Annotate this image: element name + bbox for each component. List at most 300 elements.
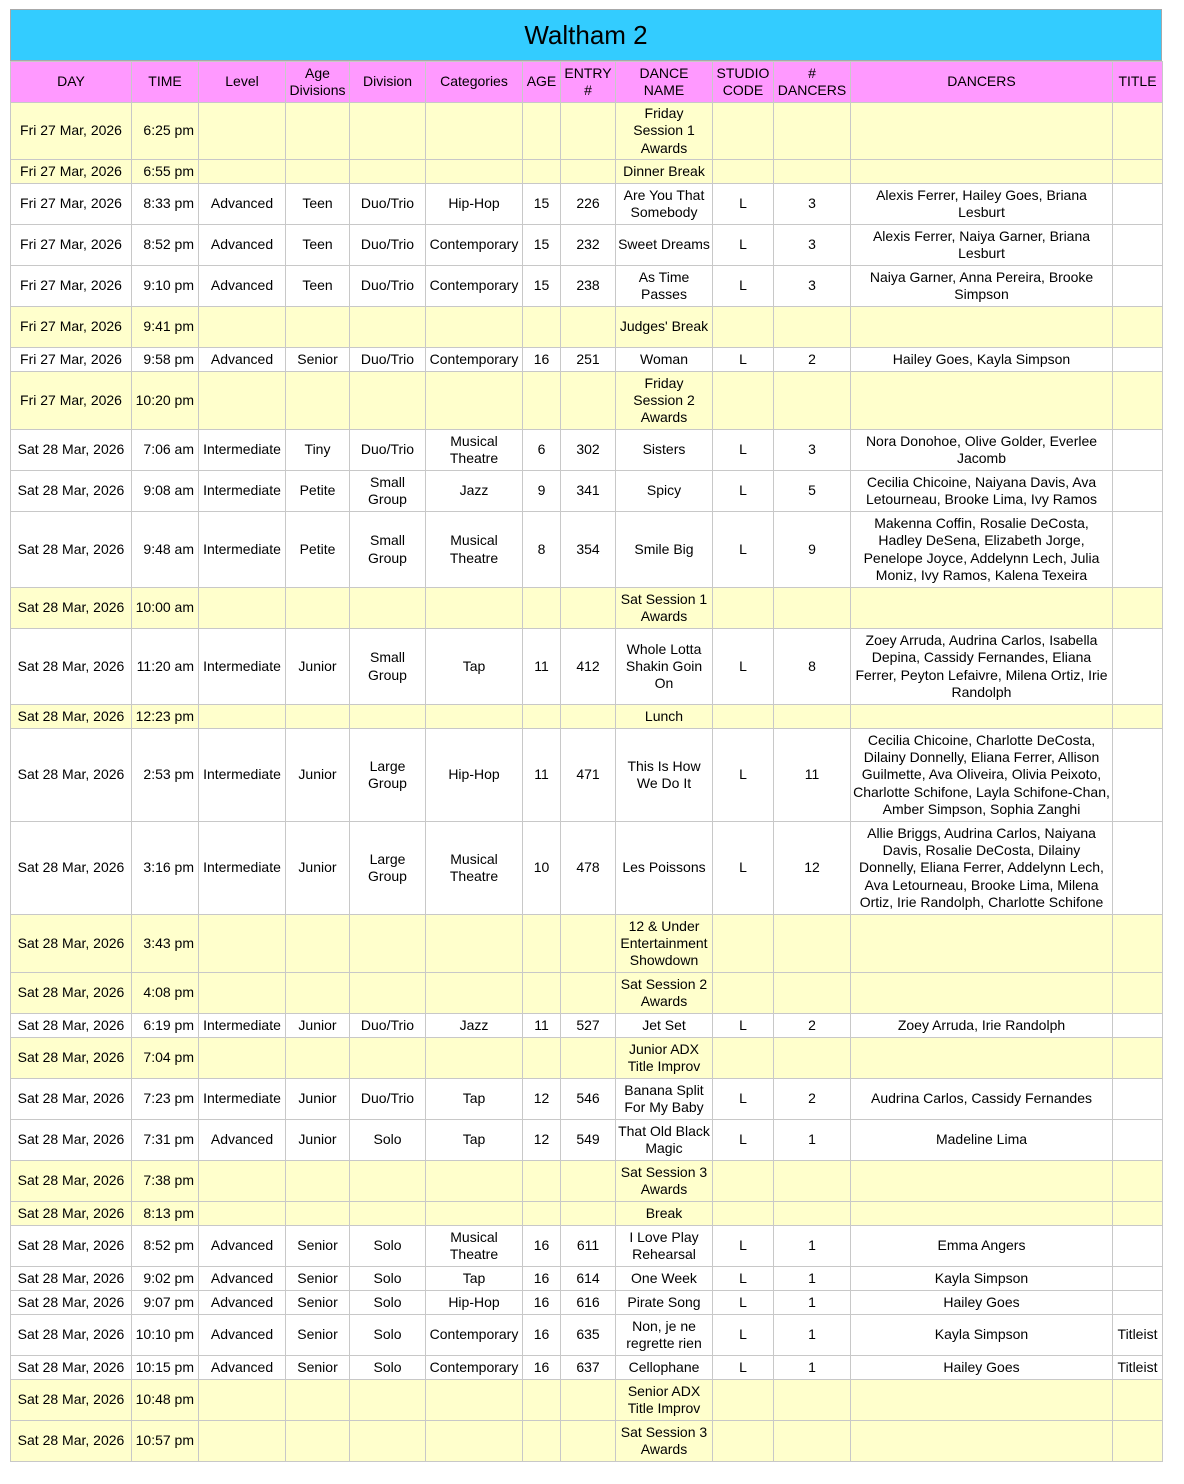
title-cell [1113,225,1163,266]
category-cell: Hip-Hop [426,729,523,822]
dancers-cell: Emma Angers [851,1226,1113,1267]
studio-code-cell: L [713,1291,774,1315]
age-division-cell: Senior [286,1267,350,1291]
day-cell: Sat 28 Mar, 2026 [11,822,132,915]
age-division-cell: Junior [286,729,350,822]
dancer-count-cell [774,160,851,184]
time-cell: 2:53 pm [132,729,199,822]
entry-number-cell [561,307,616,348]
entry-number-cell: 611 [561,1226,616,1267]
day-cell: Fri 27 Mar, 2026 [11,372,132,430]
time-cell: 3:43 pm [132,915,199,973]
level-cell: Advanced [199,1120,286,1161]
title-cell [1113,973,1163,1014]
column-header: Categories [426,62,523,103]
age-division-cell: Teen [286,225,350,266]
dancers-cell: Allie Briggs, Audrina Carlos, Naiyana Davis, Rosalie DeCosta, Dilainy Donnelly, Eliana Ferrer, Addelynn Lech, Ava Letourneau, Brooke Lima, Milena Ortiz, Irie Randolph, Charlotte Schifone [851,822,1113,915]
age-division-cell: Tiny [286,430,350,471]
day-cell: Sat 28 Mar, 2026 [11,512,132,588]
division-cell: Small Group [350,512,426,588]
schedule-entry-row [11,430,1163,471]
category-cell [426,307,523,348]
time-cell: 9:07 pm [132,1291,199,1315]
time-cell: 10:20 pm [132,372,199,430]
dancer-count-cell: 1 [774,1226,851,1267]
level-cell: Advanced [199,225,286,266]
age-division-cell [286,705,350,729]
entry-number-cell: 527 [561,1014,616,1038]
studio-code-cell [713,1161,774,1202]
day-cell: Sat 28 Mar, 2026 [11,1291,132,1315]
category-cell: Contemporary [426,348,523,372]
dancer-count-cell [774,372,851,430]
column-header: # DANCERS [774,62,851,103]
studio-code-cell [713,1380,774,1421]
level-cell: Intermediate [199,1014,286,1038]
studio-code-cell [713,1421,774,1462]
schedule-body [11,103,1163,1462]
dancer-count-cell [774,1202,851,1226]
age-division-cell [286,973,350,1014]
entry-number-cell: 232 [561,225,616,266]
entry-number-cell: 341 [561,471,616,512]
schedule-entry-row [11,1291,1163,1315]
title-cell [1113,103,1163,160]
age-division-cell [286,1421,350,1462]
time-cell: 8:52 pm [132,1226,199,1267]
dancer-count-cell: 12 [774,822,851,915]
day-cell: Sat 28 Mar, 2026 [11,1014,132,1038]
time-cell: 8:52 pm [132,225,199,266]
division-cell [350,372,426,430]
schedule-entry-row [11,1315,1163,1356]
age-cell: 6 [523,430,561,471]
level-cell: Advanced [199,1356,286,1380]
day-cell: Sat 28 Mar, 2026 [11,973,132,1014]
category-cell [426,588,523,629]
time-cell: 9:48 am [132,512,199,588]
studio-code-cell: L [713,512,774,588]
column-header: DANCE NAME [616,62,713,103]
schedule-break-row [11,307,1163,348]
entry-number-cell: 546 [561,1079,616,1120]
day-cell: Sat 28 Mar, 2026 [11,1079,132,1120]
studio-code-cell [713,307,774,348]
studio-code-cell: L [713,1315,774,1356]
day-cell: Fri 27 Mar, 2026 [11,307,132,348]
schedule-entry-row [11,1014,1163,1038]
category-cell: Tap [426,1267,523,1291]
dance-name-cell: Junior ADX Title Improv [616,1038,713,1079]
title-cell [1113,1267,1163,1291]
schedule-table [10,61,1163,1462]
dance-name-cell: Sat Session 3 Awards [616,1161,713,1202]
entry-number-cell: 412 [561,629,616,705]
age-cell: 15 [523,266,561,307]
column-header: AGE [523,62,561,103]
schedule-entry-row [11,512,1163,588]
dancers-cell [851,372,1113,430]
dancers-cell [851,1038,1113,1079]
age-division-cell [286,372,350,430]
dancer-count-cell [774,915,851,973]
dancers-cell [851,1202,1113,1226]
day-cell: Fri 27 Mar, 2026 [11,266,132,307]
entry-number-cell [561,705,616,729]
category-cell [426,705,523,729]
age-division-cell: Junior [286,1120,350,1161]
day-cell: Sat 28 Mar, 2026 [11,430,132,471]
schedule-break-row [11,1161,1163,1202]
time-cell: 8:33 pm [132,184,199,225]
title-cell [1113,588,1163,629]
title-cell [1113,729,1163,822]
day-cell: Fri 27 Mar, 2026 [11,225,132,266]
dancer-count-cell: 2 [774,1079,851,1120]
category-cell: Musical Theatre [426,430,523,471]
column-header: TIME [132,62,199,103]
dance-name-cell: 12 & Under Entertainment Showdown [616,915,713,973]
title-cell [1113,1120,1163,1161]
age-cell: 16 [523,1315,561,1356]
title-cell [1113,822,1163,915]
day-cell: Sat 28 Mar, 2026 [11,1120,132,1161]
entry-number-cell [561,588,616,629]
dancer-count-cell: 5 [774,471,851,512]
title-cell [1113,512,1163,588]
dance-name-cell: Friday Session 2 Awards [616,372,713,430]
time-cell: 7:23 pm [132,1079,199,1120]
age-division-cell: Senior [286,348,350,372]
entry-number-cell: 637 [561,1356,616,1380]
day-cell: Sat 28 Mar, 2026 [11,588,132,629]
time-cell: 3:16 pm [132,822,199,915]
entry-number-cell [561,1421,616,1462]
dancers-cell: Madeline Lima [851,1120,1113,1161]
category-cell: Musical Theatre [426,822,523,915]
category-cell [426,973,523,1014]
level-cell [199,1202,286,1226]
day-cell: Sat 28 Mar, 2026 [11,1267,132,1291]
dance-name-cell: One Week [616,1267,713,1291]
dance-name-cell: Lunch [616,705,713,729]
age-cell: 16 [523,1291,561,1315]
title-cell [1113,348,1163,372]
entry-number-cell [561,103,616,160]
age-cell: 8 [523,512,561,588]
category-cell [426,103,523,160]
dancer-count-cell [774,973,851,1014]
dancers-cell: Kayla Simpson [851,1315,1113,1356]
dancers-cell [851,1380,1113,1421]
age-division-cell: Senior [286,1291,350,1315]
dancer-count-cell: 2 [774,348,851,372]
title-cell [1113,1014,1163,1038]
dancers-cell [851,160,1113,184]
category-cell: Hip-Hop [426,184,523,225]
age-cell: 16 [523,1356,561,1380]
age-cell: 10 [523,822,561,915]
schedule-entry-row [11,729,1163,822]
category-cell: Contemporary [426,1315,523,1356]
level-cell [199,705,286,729]
age-division-cell [286,103,350,160]
dance-name-cell: Woman [616,348,713,372]
dancers-cell [851,307,1113,348]
division-cell: Duo/Trio [350,430,426,471]
dance-name-cell: Sat Session 3 Awards [616,1421,713,1462]
level-cell [199,1421,286,1462]
schedule-break-row [11,915,1163,973]
division-cell [350,973,426,1014]
title-cell: Titleist [1113,1315,1163,1356]
schedule-entry-row [11,1079,1163,1120]
age-cell: 11 [523,629,561,705]
day-cell: Sat 28 Mar, 2026 [11,1380,132,1421]
day-cell: Fri 27 Mar, 2026 [11,160,132,184]
division-cell: Duo/Trio [350,1014,426,1038]
studio-code-cell: L [713,266,774,307]
time-cell: 10:15 pm [132,1356,199,1380]
entry-number-cell: 614 [561,1267,616,1291]
schedule-break-row [11,1421,1163,1462]
day-cell: Sat 28 Mar, 2026 [11,629,132,705]
schedule-entry-row [11,184,1163,225]
level-cell [199,160,286,184]
dance-name-cell: Friday Session 1 Awards [616,103,713,160]
studio-code-cell: L [713,225,774,266]
dancers-cell: Hailey Goes, Kayla Simpson [851,348,1113,372]
dance-name-cell: Sisters [616,430,713,471]
dancers-cell: Kayla Simpson [851,1267,1113,1291]
age-division-cell: Petite [286,471,350,512]
dancer-count-cell: 1 [774,1356,851,1380]
time-cell: 10:48 pm [132,1380,199,1421]
dance-name-cell: Spicy [616,471,713,512]
time-cell: 12:23 pm [132,705,199,729]
level-cell: Intermediate [199,512,286,588]
studio-code-cell: L [713,1120,774,1161]
dancers-cell: Hailey Goes [851,1356,1113,1380]
dance-name-cell: I Love Play Rehearsal [616,1226,713,1267]
dancers-cell: Nora Donohoe, Olive Golder, Everlee Jacomb [851,430,1113,471]
division-cell: Duo/Trio [350,1079,426,1120]
entry-number-cell: 549 [561,1120,616,1161]
dancer-count-cell [774,705,851,729]
dancers-cell [851,973,1113,1014]
dancer-count-cell: 8 [774,629,851,705]
division-cell: Large Group [350,822,426,915]
entry-number-cell: 302 [561,430,616,471]
dancer-count-cell [774,1161,851,1202]
age-cell: 12 [523,1120,561,1161]
category-cell: Musical Theatre [426,512,523,588]
age-cell [523,973,561,1014]
column-header: ENTRY # [561,62,616,103]
entry-number-cell: 226 [561,184,616,225]
age-cell [523,160,561,184]
dancer-count-cell: 2 [774,1014,851,1038]
dancers-cell: Hailey Goes [851,1291,1113,1315]
dance-name-cell: Sat Session 1 Awards [616,588,713,629]
dancers-cell: Zoey Arruda, Audrina Carlos, Isabella Depina, Cassidy Fernandes, Eliana Ferrer, Peyton Lefaivre, Milena Ortiz, Irie Randolph [851,629,1113,705]
division-cell: Solo [350,1315,426,1356]
time-cell: 6:19 pm [132,1014,199,1038]
dancer-count-cell: 1 [774,1267,851,1291]
dancer-count-cell: 1 [774,1120,851,1161]
column-header: Age Divisions [286,62,350,103]
level-cell: Advanced [199,1226,286,1267]
division-cell: Solo [350,1267,426,1291]
category-cell [426,1380,523,1421]
age-cell: 9 [523,471,561,512]
age-division-cell: Junior [286,822,350,915]
schedule-break-row [11,1038,1163,1079]
title-cell [1113,1421,1163,1462]
time-cell: 9:10 pm [132,266,199,307]
category-cell: Tap [426,1079,523,1120]
dance-name-cell: Break [616,1202,713,1226]
studio-code-cell: L [713,1079,774,1120]
studio-code-cell: L [713,1267,774,1291]
category-cell [426,1202,523,1226]
age-division-cell [286,160,350,184]
level-cell [199,307,286,348]
dance-name-cell: Non, je ne regrette rien [616,1315,713,1356]
dancers-cell [851,915,1113,973]
dancer-count-cell: 3 [774,184,851,225]
title-cell: Titleist [1113,1356,1163,1380]
studio-code-cell: L [713,629,774,705]
category-cell: Hip-Hop [426,1291,523,1315]
division-cell [350,103,426,160]
age-cell [523,588,561,629]
age-division-cell [286,1161,350,1202]
schedule-sheet [10,9,1162,1462]
schedule-entry-row [11,266,1163,307]
dance-name-cell: Dinner Break [616,160,713,184]
dance-name-cell: As Time Passes [616,266,713,307]
category-cell: Contemporary [426,1356,523,1380]
day-cell: Sat 28 Mar, 2026 [11,1202,132,1226]
time-cell: 6:55 pm [132,160,199,184]
division-cell: Small Group [350,471,426,512]
studio-code-cell: L [713,348,774,372]
level-cell: Intermediate [199,822,286,915]
level-cell: Intermediate [199,629,286,705]
dancer-count-cell [774,103,851,160]
day-cell: Fri 27 Mar, 2026 [11,348,132,372]
schedule-break-row [11,103,1163,160]
schedule-break-row [11,588,1163,629]
level-cell: Advanced [199,348,286,372]
day-cell: Sat 28 Mar, 2026 [11,1161,132,1202]
category-cell: Contemporary [426,266,523,307]
column-header: DANCERS [851,62,1113,103]
age-division-cell: Senior [286,1226,350,1267]
dancer-count-cell: 3 [774,225,851,266]
category-cell: Jazz [426,471,523,512]
dancers-cell: Alexis Ferrer, Naiya Garner, Briana Lesburt [851,225,1113,266]
dancers-cell [851,1161,1113,1202]
time-cell: 8:13 pm [132,1202,199,1226]
category-cell [426,372,523,430]
age-cell [523,307,561,348]
division-cell: Large Group [350,729,426,822]
dance-name-cell: Senior ADX Title Improv [616,1380,713,1421]
division-cell: Duo/Trio [350,225,426,266]
category-cell: Contemporary [426,225,523,266]
age-division-cell: Teen [286,266,350,307]
entry-number-cell [561,915,616,973]
time-cell: 4:08 pm [132,973,199,1014]
entry-number-cell [561,1038,616,1079]
age-cell [523,1421,561,1462]
title-cell [1113,372,1163,430]
title-cell [1113,915,1163,973]
studio-code-cell [713,915,774,973]
day-cell: Sat 28 Mar, 2026 [11,729,132,822]
schedule-entry-row [11,471,1163,512]
studio-code-cell: L [713,184,774,225]
studio-code-cell: L [713,822,774,915]
time-cell: 10:57 pm [132,1421,199,1462]
age-cell [523,915,561,973]
entry-number-cell [561,1202,616,1226]
age-division-cell [286,1038,350,1079]
entry-number-cell: 251 [561,348,616,372]
dancer-count-cell: 1 [774,1315,851,1356]
division-cell [350,915,426,973]
studio-code-cell [713,372,774,430]
entry-number-cell: 238 [561,266,616,307]
division-cell [350,1421,426,1462]
time-cell: 10:10 pm [132,1315,199,1356]
title-cell [1113,160,1163,184]
dance-name-cell: Jet Set [616,1014,713,1038]
level-cell [199,1380,286,1421]
age-division-cell: Junior [286,1014,350,1038]
time-cell: 10:00 am [132,588,199,629]
category-cell: Musical Theatre [426,1226,523,1267]
age-division-cell: Junior [286,629,350,705]
age-division-cell: Junior [286,1079,350,1120]
dancer-count-cell: 9 [774,512,851,588]
age-cell: 11 [523,1014,561,1038]
division-cell: Solo [350,1226,426,1267]
dancer-count-cell [774,588,851,629]
level-cell: Advanced [199,1291,286,1315]
title-cell [1113,307,1163,348]
dance-name-cell: Whole Lotta Shakin Goin On [616,629,713,705]
category-cell: Jazz [426,1014,523,1038]
title-cell [1113,184,1163,225]
entry-number-cell [561,1380,616,1421]
day-cell: Fri 27 Mar, 2026 [11,184,132,225]
category-cell [426,915,523,973]
dancers-cell [851,1421,1113,1462]
time-cell: 6:25 pm [132,103,199,160]
age-division-cell: Senior [286,1315,350,1356]
level-cell [199,1161,286,1202]
time-cell: 7:31 pm [132,1120,199,1161]
schedule-entry-row [11,1226,1163,1267]
studio-code-cell [713,103,774,160]
dancer-count-cell: 3 [774,430,851,471]
title-cell [1113,705,1163,729]
dancer-count-cell [774,1380,851,1421]
division-cell: Small Group [350,629,426,705]
